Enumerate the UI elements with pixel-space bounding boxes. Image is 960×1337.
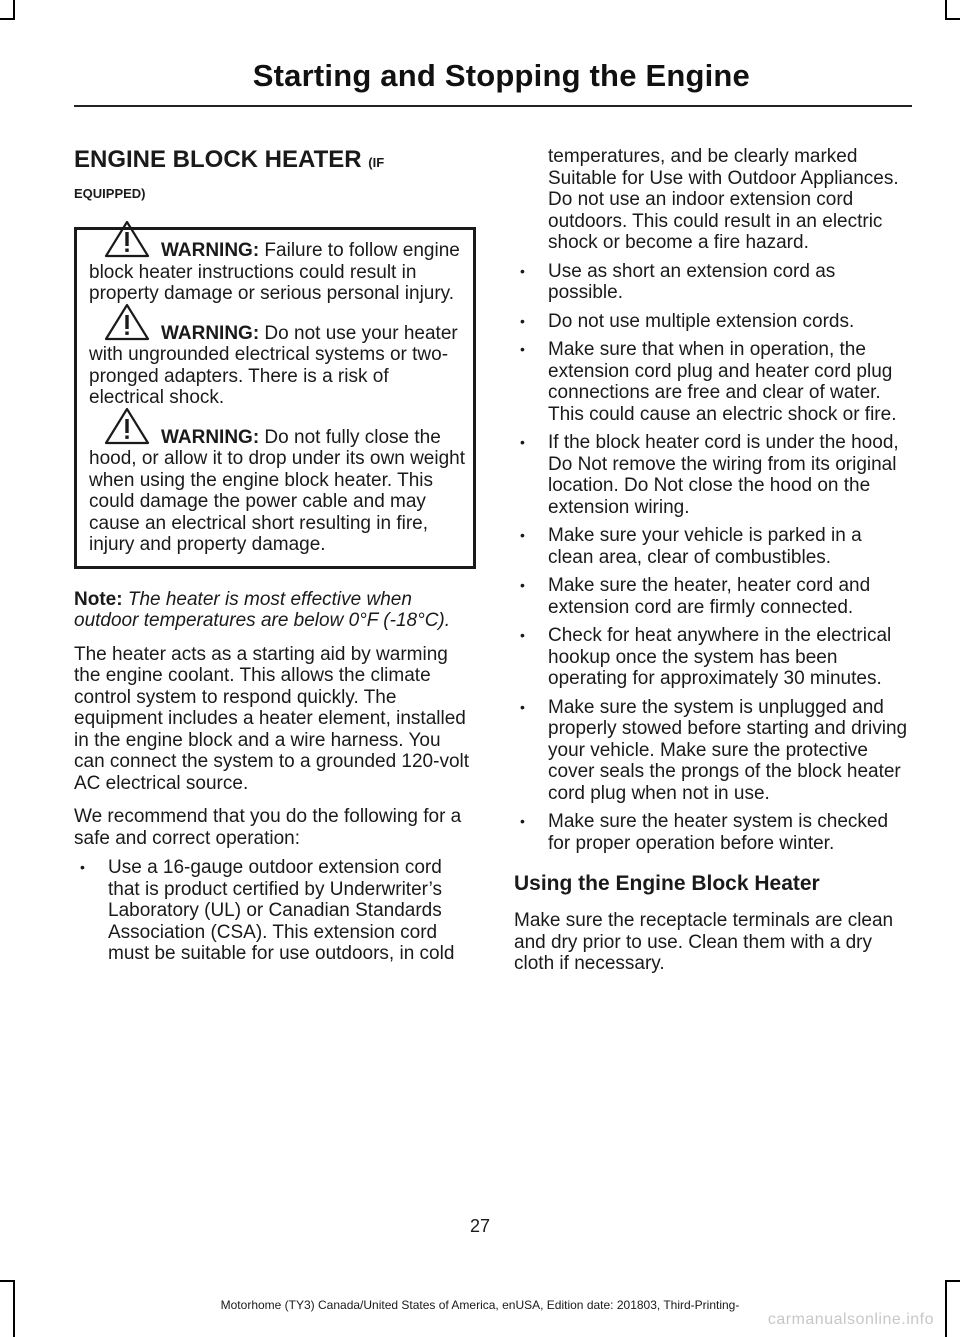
warning-3 bbox=[89, 427, 467, 556]
subsection-title: Using the Engine Block Heater bbox=[514, 872, 820, 895]
section-title-suffix: (IF bbox=[368, 155, 385, 170]
page-number: 27 bbox=[469, 1216, 491, 1236]
left-column bbox=[74, 146, 474, 972]
warning-text: Do not use your heater with ungrounded electrical systems or two-pronged adapters. There is a risk of electrical shock. bbox=[89, 322, 458, 408]
crop-mark bbox=[945, 18, 960, 20]
page-header-title: Starting and Stopping the Engine bbox=[252, 58, 750, 93]
warning-2 bbox=[89, 323, 467, 409]
note bbox=[74, 589, 474, 632]
crop-mark bbox=[0, 1280, 15, 1282]
list-item: • Make sure the system is unplugged and properly stowed before starting and driving your vehicle. Make sure the protective cover seals the prongs of the block heater cord plug when not in use. bbox=[514, 697, 908, 805]
warning-label: WARNING: bbox=[161, 322, 260, 344]
section-title-suffix-cont: EQUIPPED) bbox=[74, 186, 146, 201]
crop-mark bbox=[945, 0, 947, 20]
list-item: • Use a 16-gauge outdoor extension cord that is product certified by Underwriter’s Laboratory (UL) or Canadian Standards Association (CSA). This extension cord must be suitable for use outdoors, in cold bbox=[74, 857, 474, 965]
warning-box bbox=[74, 227, 476, 569]
note-label: Note: bbox=[74, 588, 123, 610]
footer-text: Motorhome (TY3) Canada/United States of America, enUSA, Edition date: 201803, Third-Printing- bbox=[220, 1298, 740, 1312]
watermark: carmanualsonline.info bbox=[767, 1311, 934, 1328]
list-item: • Do not use multiple extension cords. bbox=[514, 311, 908, 333]
list-item: • Check for heat anywhere in the electrical hookup once the system has been operating for approximately 30 minutes. bbox=[514, 625, 908, 690]
bullet-list-right bbox=[514, 146, 908, 854]
header-rule bbox=[74, 105, 912, 107]
list-item: • Use as short an extension cord as possible. bbox=[514, 261, 908, 304]
list-item: • Make sure the heater system is checked for proper operation before winter. bbox=[514, 811, 908, 854]
warning-triangle-icon bbox=[103, 219, 151, 259]
paragraph: The heater acts as a starting aid by warming the engine coolant. This allows the climate control system to respond quickly. The equipment includes a heater element, installed in the engine block and a wire harness. You can connect the system to a grounded 120-volt AC electrical source. bbox=[74, 643, 470, 794]
warning-text: Failure to follow engine block heater instructions could result in property damage or serious personal injury. bbox=[89, 240, 460, 304]
note-text: The heater is most effective when outdoor temperatures are below 0°F (-18°C). bbox=[74, 588, 451, 631]
crop-mark bbox=[0, 18, 15, 20]
list-item: • Make sure that when in operation, the extension cord plug and heater cord plug connections are free and clear of water. This could cause an electric shock or fire. bbox=[514, 339, 908, 425]
subsection-text: Make sure the receptacle terminals are clean and dry prior to use. Clean them with a dry cloth if necessary. bbox=[514, 910, 894, 974]
list-item: • If the block heater cord is under the hood, Do Not remove the wiring from its original location. Do Not close the hood on the extension wiring. bbox=[514, 432, 908, 518]
warning-triangle-icon bbox=[103, 406, 151, 446]
list-item: • Make sure the heater, heater cord and extension cord are firmly connected. bbox=[514, 575, 908, 618]
warning-label: WARNING: bbox=[161, 426, 260, 448]
warning-1 bbox=[89, 240, 467, 305]
right-column bbox=[514, 146, 908, 975]
list-item-continuation: temperatures, and be clearly marked Suitable for Use with Outdoor Appliances. Do not use an indoor extension cord outdoors. This could result in an electric shock or become a fire hazard. bbox=[548, 146, 899, 253]
warning-label: WARNING: bbox=[161, 240, 260, 261]
section-title bbox=[74, 146, 474, 177]
warning-text: Do not fully close the hood, or allow it to drop under its own weight when using the engine block heater. This could damage the power cable and may cause an electrical short resulting in fire, injury and property damage. bbox=[89, 426, 465, 555]
bullet-list-left bbox=[74, 857, 474, 965]
crop-mark bbox=[945, 1280, 960, 1282]
paragraph: We recommend that you do the following for a safe and correct operation: bbox=[74, 806, 462, 849]
warning-triangle-icon bbox=[103, 302, 151, 342]
section-title-text: ENGINE BLOCK HEATER bbox=[74, 146, 362, 173]
crop-mark bbox=[13, 0, 15, 20]
list-item: • Make sure your vehicle is parked in a clean area, clear of combustibles. bbox=[514, 525, 908, 568]
